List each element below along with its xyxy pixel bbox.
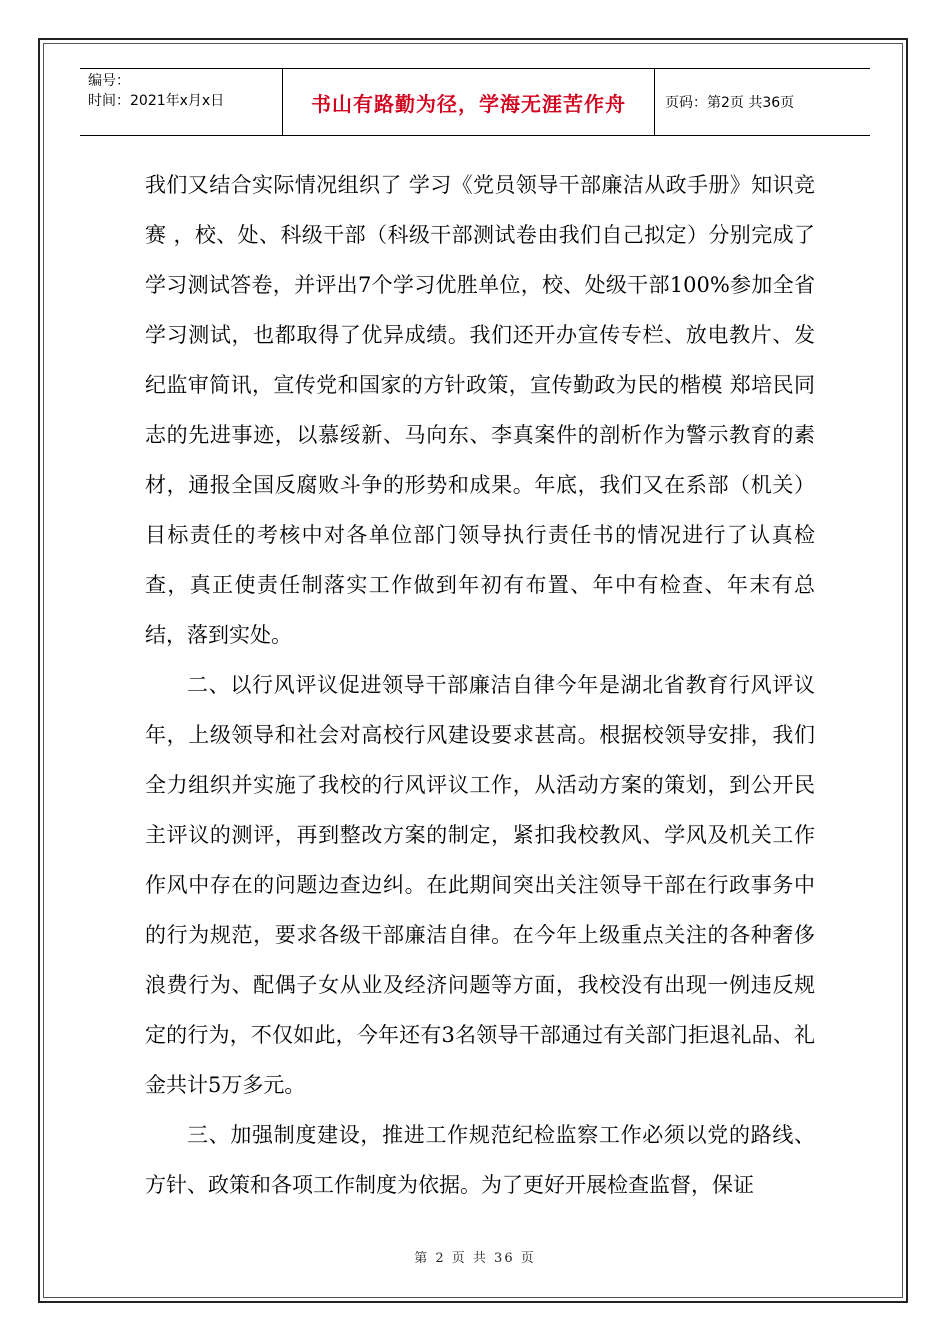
document-body (145, 160, 815, 1210)
paragraph-continuation: 我们又结合实际情况组织了 学习《党员领导干部廉洁从政手册》知识竞赛 ，校、处、科级干部（科级干部测试卷由我们自己拟定）分别完成了学习测试答卷，并评出7个学习优胜单位，校、处级干部100%参加全省学习测试，也都取得了优异成绩。我们还开办宣传专栏、放电教片、发纪监审简讯，宣传党和国家的方针政策，宣传勤政为民的楷模 郑培民同志的先进事迹，以慕绥新、马向东、李真案件的剖析作为警示教育的素材，通报全国反腐败斗争的形势和成果。年底，我们又在系部（机关）目标责任的考核中对各单位部门领导执行责任书的情况进行了认真检查，真正使责任制落实工作做到年初有布置、年中有检查、年末有总结，落到实处。 (145, 173, 815, 647)
paragraph-section-three: 三、加强制度建设，推进工作规范纪检监察工作必须以党的路线、方针、政策和各项工作制度为依据。为了更好开展检查监督，保证 (145, 1123, 815, 1197)
header-motto: 书山有路勤为径，学海无涯苦作舟 (283, 69, 655, 135)
page-footer: 第 2 页 共 36 页 (414, 1251, 536, 1266)
paragraph-section-two: 二、以行风评议促进领导干部廉洁自律今年是湖北省教育行风评议年，上级领导和社会对高校行风建设要求甚高。根据校领导安排，我们全力组织并实施了我校的行风评议工作，从活动方案的策划，到公开民主评议的测评，再到整改方案的制定，紧扣我校教风、学风及机关工作作风中存在的问题边查边纠。在此期间突出关注领导干部在行政事务中的行为规范，要求各级干部廉洁自律。在今年上级重点关注的各种奢侈浪费行为、配偶子女从业及经济问题等方面，我校没有出现一例违反规定的行为，不仅如此，今年还有3名领导干部通过有关部门拒退礼品、礼金共计5万多元。 (145, 673, 815, 1097)
header-table (80, 68, 870, 136)
header-number-label: 编号： (88, 73, 130, 89)
header-meta-cell (80, 69, 283, 135)
header-date-label: 时间：2021年x月x日 (88, 93, 225, 109)
header-page-info: 页码：第2页 共36页 (665, 95, 795, 111)
